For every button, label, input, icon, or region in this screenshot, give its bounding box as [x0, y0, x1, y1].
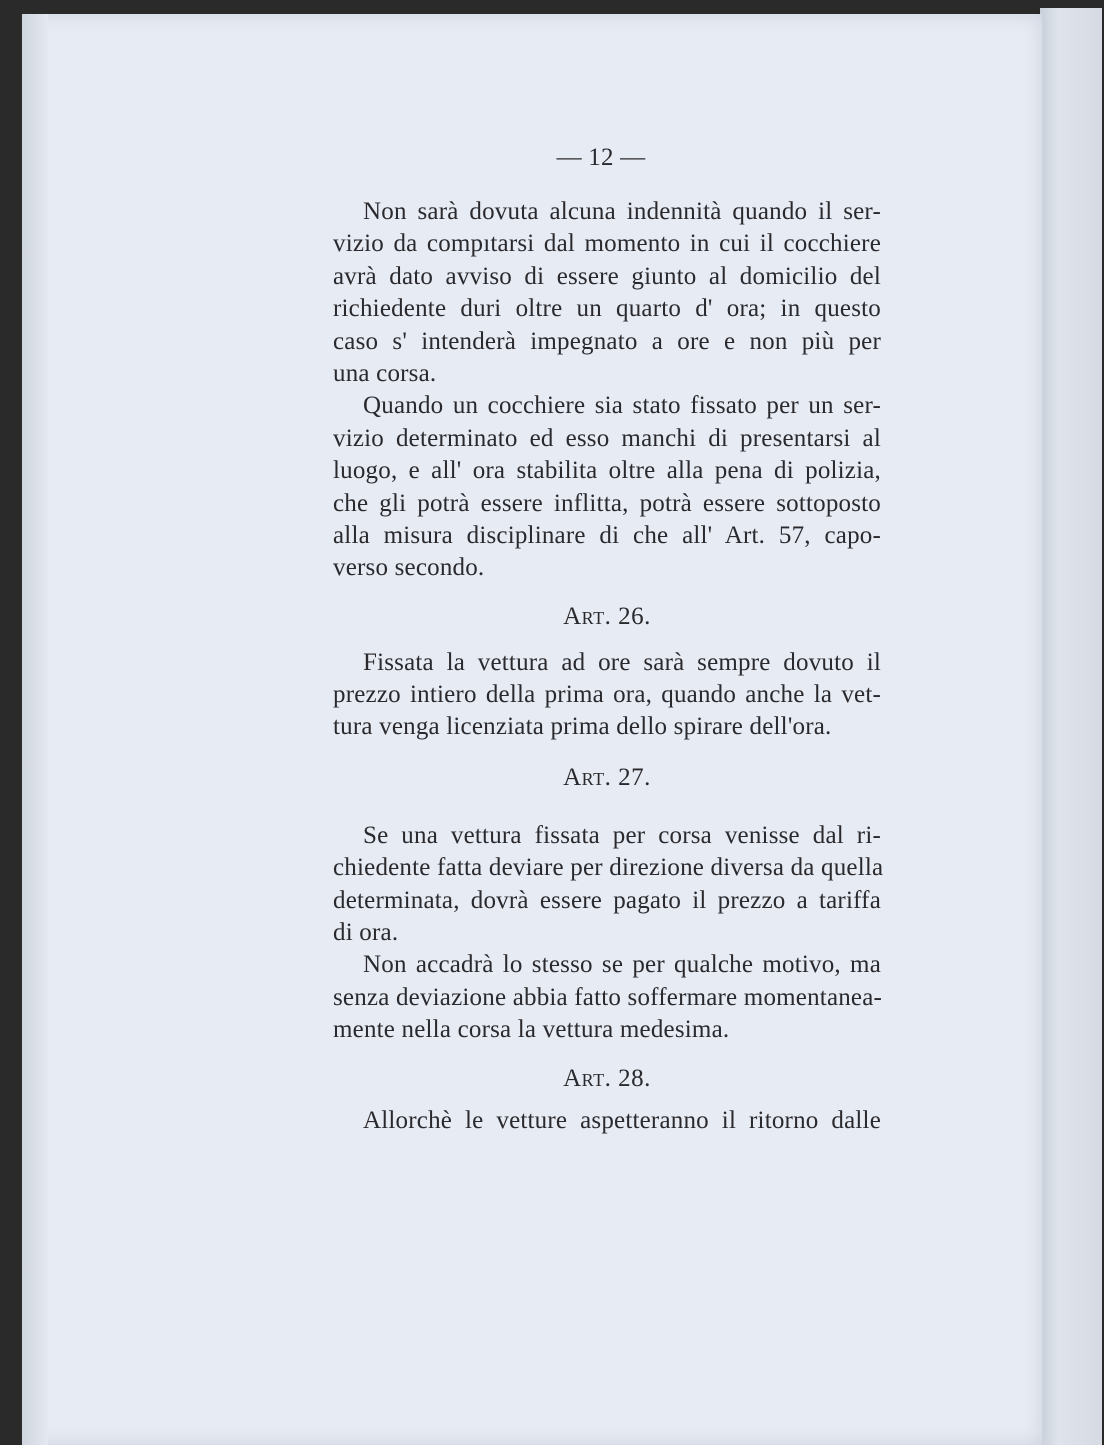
text-line: determinata, dovrà essere pagato il prezzo a tariffa — [333, 886, 881, 914]
text-line: Non sarà dovuta alcuna indennità quando il ser- — [363, 198, 881, 225]
text-line: vizio da compıtarsi dal momento in cui il cocchiere — [333, 230, 881, 258]
page-number: — 12 — — [556, 144, 646, 171]
text-line: chiedente fatta deviare per direzione diversa da quella — [333, 854, 884, 882]
text-line: mente nella corsa la vettura medesima. — [333, 1016, 730, 1044]
text-line: prezzo intiero della prima ora, quando anche la vet- — [333, 681, 881, 709]
text-line: Allorchè le vetture aspetteranno il ritorno dalle — [363, 1106, 881, 1134]
article-27-paragraph-2 — [333, 949, 881, 1046]
text-line: verso secondo. — [333, 554, 485, 582]
page-text — [333, 138, 884, 1137]
text-line: luogo, e all' ora stabilita oltre alla pena di polizia, — [333, 457, 881, 485]
article-26-heading: Art. 26. — [563, 602, 651, 630]
next-page-edge — [1040, 8, 1102, 1445]
article-27-paragraph-1 — [333, 820, 884, 950]
text-line: senza deviazione abbia fatto soffermare momentanea- — [333, 983, 883, 1011]
text-line: Quando un cocchiere sia stato fissato per un ser- — [363, 392, 881, 420]
article-28-heading: Art. 28. — [563, 1064, 651, 1092]
text-line: avrà dato avviso di essere giunto al domicilio del — [333, 262, 881, 290]
text-line: richiedente duri oltre un quarto d' ora; in questo — [333, 295, 881, 323]
text-line: tura venga licenziata prima dello spirare dell'ora. — [333, 713, 832, 741]
text-line: Fissata la vettura ad ore sarà sempre dovuto il — [363, 648, 881, 676]
paragraph-coachman — [333, 390, 881, 584]
article-28-text — [333, 1105, 881, 1137]
article-27-heading: Art. 27. — [563, 763, 651, 791]
text-line: che gli potrà essere inflitta, potrà essere sottoposto — [333, 489, 881, 517]
text-line: Se una vettura fissata per corsa venisse dal ri- — [363, 821, 881, 849]
article-26-text — [333, 647, 881, 744]
text-line: alla misura disciplinare di che all' Art. 57, capo- — [333, 521, 881, 549]
text-line: vizio determinato ed esso manchi di presentarsi al — [333, 424, 881, 452]
page-gutter — [22, 14, 48, 1445]
text-line: caso s' intenderà impegnato a ore e non più per — [333, 327, 881, 355]
paragraph-indemnity — [333, 196, 881, 390]
text-line: una corsa. — [333, 359, 437, 387]
text-line: di ora. — [333, 919, 399, 947]
text-line: Non accadrà lo stesso se per qualche motivo, ma — [363, 951, 881, 979]
